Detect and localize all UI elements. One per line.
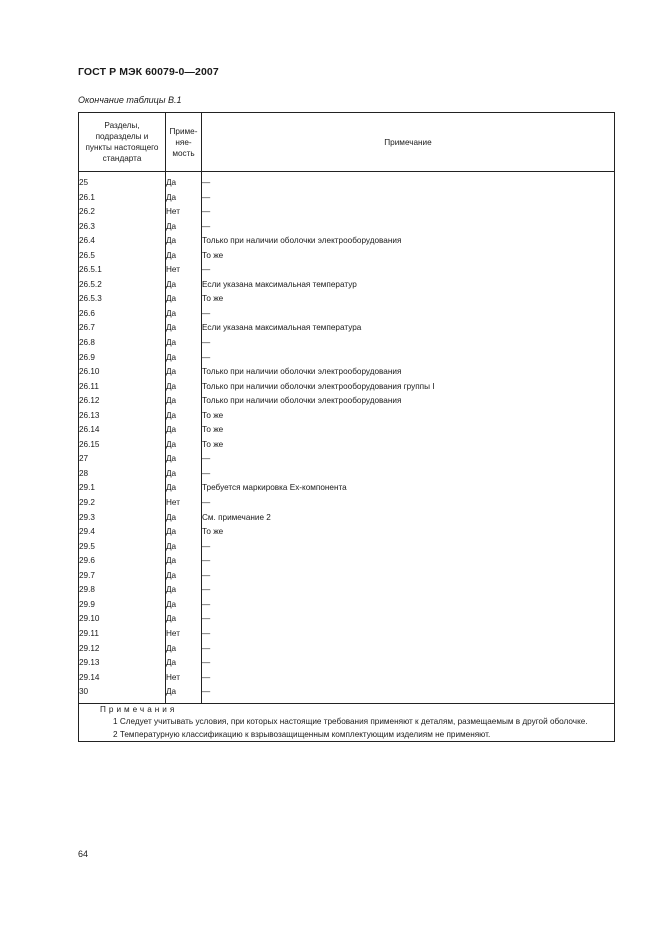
row-note: — — [202, 191, 615, 206]
row-applicability: Да — [166, 307, 202, 322]
row-note: — — [202, 554, 615, 569]
row-note: — — [202, 671, 615, 686]
column-header-applicability — [166, 113, 202, 172]
row-section: 29.13 — [79, 656, 166, 671]
row-section: 29.7 — [79, 569, 166, 584]
table-row — [79, 336, 615, 351]
row-note: См. примечание 2 — [202, 511, 615, 526]
row-section: 26.3 — [79, 220, 166, 235]
note-item-2: 2 Температурную классификацию к взрывозащищенным комплектующим изделиям не применяют. — [113, 729, 491, 739]
row-applicability: Да — [166, 394, 202, 409]
row-applicability: Да — [166, 554, 202, 569]
row-note: То же — [202, 249, 615, 264]
notes-title: Примечания — [100, 704, 178, 714]
table-row — [79, 205, 615, 220]
header-line: стандарта — [102, 154, 142, 163]
table-row — [79, 423, 615, 438]
row-applicability: Нет — [166, 496, 202, 511]
table-row — [79, 685, 615, 703]
table-row — [79, 249, 615, 264]
row-section: 26.8 — [79, 336, 166, 351]
table-row — [79, 452, 615, 467]
row-note: То же — [202, 423, 615, 438]
row-applicability: Да — [166, 249, 202, 264]
table-row — [79, 481, 615, 496]
row-section: 26.14 — [79, 423, 166, 438]
row-applicability: Нет — [166, 671, 202, 686]
row-applicability: Да — [166, 569, 202, 584]
table-row — [79, 292, 615, 307]
row-note: — — [202, 176, 615, 191]
table-row — [79, 438, 615, 453]
table-row — [79, 176, 615, 191]
row-section: 30 — [79, 685, 166, 703]
row-note: — — [202, 642, 615, 657]
row-section: 26.9 — [79, 351, 166, 366]
row-section: 29.1 — [79, 481, 166, 496]
table-row — [79, 612, 615, 627]
row-applicability: Да — [166, 278, 202, 293]
row-section: 29.5 — [79, 540, 166, 555]
row-applicability: Да — [166, 642, 202, 657]
row-applicability: Да — [166, 511, 202, 526]
table-notes — [79, 703, 615, 742]
table-row — [79, 351, 615, 366]
table-row — [79, 191, 615, 206]
row-applicability: Да — [166, 598, 202, 613]
page-number: 64 — [78, 849, 89, 859]
table-row — [79, 642, 615, 657]
row-applicability: Да — [166, 321, 202, 336]
row-applicability: Да — [166, 467, 202, 482]
table-row — [79, 583, 615, 598]
row-note: — — [202, 205, 615, 220]
note-item-1: 1 Следует учитывать условия, при которых настоящие требования применяют к деталям, размещаемым в другой оболочке. — [113, 717, 588, 727]
table-row — [79, 525, 615, 540]
row-applicability: Нет — [166, 263, 202, 278]
row-note: То же — [202, 409, 615, 424]
row-applicability: Да — [166, 525, 202, 540]
row-section: 26.15 — [79, 438, 166, 453]
row-applicability: Нет — [166, 205, 202, 220]
row-applicability: Да — [166, 336, 202, 351]
row-section: 29.10 — [79, 612, 166, 627]
row-section: 26.12 — [79, 394, 166, 409]
row-section: 29.12 — [79, 642, 166, 657]
table-row — [79, 511, 615, 526]
row-section: 29.11 — [79, 627, 166, 642]
row-note: То же — [202, 438, 615, 453]
row-applicability: Да — [166, 292, 202, 307]
header-line: пункты настоящего — [85, 143, 159, 152]
row-note: — — [202, 627, 615, 642]
table-row — [79, 234, 615, 249]
document-title: ГОСТ Р МЭК 60079-0—2007 — [78, 66, 219, 78]
row-section: 26.5.2 — [79, 278, 166, 293]
row-note: То же — [202, 292, 615, 307]
row-section: 26.5 — [79, 249, 166, 264]
row-note: — — [202, 307, 615, 322]
row-note: — — [202, 351, 615, 366]
table-row — [79, 496, 615, 511]
header-line: Разделы, — [104, 121, 140, 130]
row-note: Только при наличии оболочки электрооборудования — [202, 394, 615, 409]
table-row — [79, 467, 615, 482]
table-row — [79, 409, 615, 424]
row-note: — — [202, 467, 615, 482]
row-note: — — [202, 336, 615, 351]
table-row — [79, 671, 615, 686]
row-section: 25 — [79, 176, 166, 191]
row-section: 29.8 — [79, 583, 166, 598]
row-section: 27 — [79, 452, 166, 467]
row-applicability: Да — [166, 452, 202, 467]
row-applicability: Да — [166, 481, 202, 496]
table-row — [79, 278, 615, 293]
table-row — [79, 220, 615, 235]
table-row — [79, 380, 615, 395]
row-section: 26.5.1 — [79, 263, 166, 278]
table-row — [79, 554, 615, 569]
row-applicability: Да — [166, 220, 202, 235]
row-section: 26.5.3 — [79, 292, 166, 307]
row-section: 29.14 — [79, 671, 166, 686]
row-applicability: Да — [166, 409, 202, 424]
row-note: — — [202, 452, 615, 467]
row-applicability: Да — [166, 380, 202, 395]
row-applicability: Да — [166, 583, 202, 598]
column-header-sections — [79, 113, 166, 172]
applicability-table — [78, 112, 615, 742]
row-applicability: Да — [166, 365, 202, 380]
table-row — [79, 307, 615, 322]
row-note: — — [202, 569, 615, 584]
row-note: Только при наличии оболочки электрооборудования — [202, 365, 615, 380]
row-section: 26.11 — [79, 380, 166, 395]
row-section: 26.4 — [79, 234, 166, 249]
row-note: — — [202, 685, 615, 703]
table-body — [79, 176, 615, 703]
header-line: подразделы и — [95, 132, 149, 141]
row-section: 29.3 — [79, 511, 166, 526]
row-applicability: Да — [166, 234, 202, 249]
row-note: — — [202, 263, 615, 278]
header-line: няе- — [175, 137, 192, 147]
row-applicability: Да — [166, 351, 202, 366]
row-applicability: Да — [166, 656, 202, 671]
row-note: Только при наличии оболочки электрооборудования — [202, 234, 615, 249]
row-section: 29.2 — [79, 496, 166, 511]
row-section: 26.1 — [79, 191, 166, 206]
table-row — [79, 540, 615, 555]
row-section: 26.6 — [79, 307, 166, 322]
table-row — [79, 569, 615, 584]
table-row — [79, 321, 615, 336]
row-section: 26.7 — [79, 321, 166, 336]
row-note: — — [202, 612, 615, 627]
row-note: Если указана максимальная температура — [202, 321, 615, 336]
row-note: — — [202, 540, 615, 555]
row-note: — — [202, 656, 615, 671]
row-note: — — [202, 583, 615, 598]
row-applicability: Да — [166, 438, 202, 453]
row-note: Если указана максимальная температур — [202, 278, 615, 293]
table-row — [79, 656, 615, 671]
row-section: 29.4 — [79, 525, 166, 540]
row-section: 26.2 — [79, 205, 166, 220]
table-row — [79, 394, 615, 409]
row-section: 29.6 — [79, 554, 166, 569]
row-section: 29.9 — [79, 598, 166, 613]
row-note: — — [202, 496, 615, 511]
row-section: 26.10 — [79, 365, 166, 380]
row-applicability: Да — [166, 423, 202, 438]
table-row — [79, 263, 615, 278]
row-note: Требуется маркировка Ex-компонента — [202, 481, 615, 496]
table-caption: Окончание таблицы В.1 — [78, 95, 182, 105]
row-applicability: Да — [166, 191, 202, 206]
header-line: мость — [172, 148, 195, 158]
header-line: Приме- — [169, 126, 198, 136]
row-section: 26.13 — [79, 409, 166, 424]
row-applicability: Да — [166, 540, 202, 555]
table-row — [79, 627, 615, 642]
table-row — [79, 365, 615, 380]
row-note: — — [202, 220, 615, 235]
row-note: — — [202, 598, 615, 613]
row-applicability: Да — [166, 612, 202, 627]
row-note: Только при наличии оболочки электрооборудования группы I — [202, 380, 615, 395]
table-row — [79, 598, 615, 613]
row-applicability: Да — [166, 685, 202, 703]
column-header-note: Примечание — [202, 113, 615, 172]
row-applicability: Да — [166, 176, 202, 191]
row-section: 28 — [79, 467, 166, 482]
row-applicability: Нет — [166, 627, 202, 642]
row-note: То же — [202, 525, 615, 540]
